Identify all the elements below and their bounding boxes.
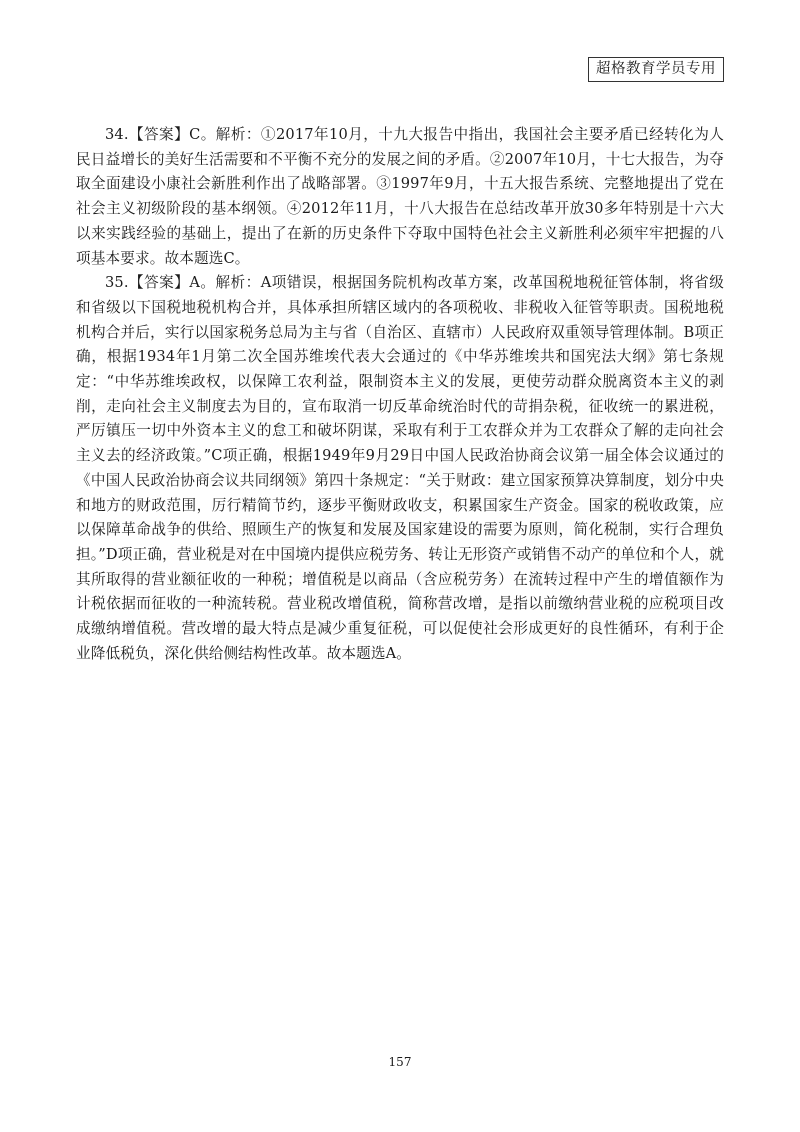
question-number: 35. xyxy=(105,274,129,292)
answer-tag: 【答案】 xyxy=(128,274,190,292)
question-number: 34. xyxy=(105,126,129,143)
answer-paragraph-34 xyxy=(76,123,724,271)
answer-content xyxy=(76,123,724,666)
answer-tag: 【答案】 xyxy=(128,126,190,143)
header-badge: 超格教育学员专用 xyxy=(588,57,724,82)
answer-text: A。解析：A项错误，根据国务院机构改革方案，改革国税地税征管体制，将省级和省级以下国税地税机构合并，具体承担所辖区域内的各项税收、非税收入征管等职责。国税地税机构合并后，实行以国家税务总局为主与省（自治区、直辖市）人民政府双重领导管理体制。B项正确，根据1934年1月第二次全国苏维埃代表大会通过的《中华苏维埃共和国宪法大纲》第七条规定：“中华苏维埃政权，以保障工农利益，限制资本主义的发展，更使劳动群众脱离资本主义的剥削，走向社会主义制度去为目的，宣布取消一切反革命统治时代的苛捐杂税，征收统一的累进税，严厉镇压一切中外资本主义的怠工和破坏阴谋，采取有利于工农群众并为工农群众了解的走向社会主义去的经济政策。”C项正确，根据1949年9月29日中国人民政治协商会议第一届全体会议通过的《中国人民政治协商会议共同纲领》第四十条规定：“关于财政：建立国家预算决算制度，划分中央和地方的财政范围，厉行精简节约，逐步平衡财政收支，积累国家生产资金。国家的税收政策，应以保障革命战争的供给、照顾生产的恢复和发展及国家建设的需要为原则，简化税制，实行合理负担。”D项正确，营业税是对在中国境内提供应税劳务、转让无形资产或销售不动产的单位和个人，就其所取得的营业额征收的一种税；增值税是以商品（含应税劳务）在流转过程中产生的增值额作为计税依据而征收的一种流转税。营业税改增值税，简称营改增，是指以前缴纳营业税的应税项目改成缴纳增值税。营改增的最大特点是减少重复征税，可以促使社会形成更好的良性循环，有利于企业降低税负，深化供给侧结构性改革。故本题选A。 xyxy=(76,274,724,662)
answer-paragraph-35 xyxy=(76,271,724,666)
page-number: 157 xyxy=(388,1055,412,1069)
answer-text: C。解析：①2017年10月，十九大报告中指出，我国社会主要矛盾已经转化为人民日益增长的美好生活需要和不平衡不充分的发展之间的矛盾。②2007年10月，十七大报告，为夺取全面建设小康社会新胜利作出了战略部署。③1997年9月，十五大报告系统、完整地提出了党在社会主义初级阶段的基本纲领。④2012年11月，十八大报告在总结改革开放30多年特别是十六大以来实践经验的基础上，提出了在新的历史条件下夺取中国特色社会主义新胜利必须牢牢把握的八项基本要求。故本题选C。 xyxy=(76,126,724,267)
